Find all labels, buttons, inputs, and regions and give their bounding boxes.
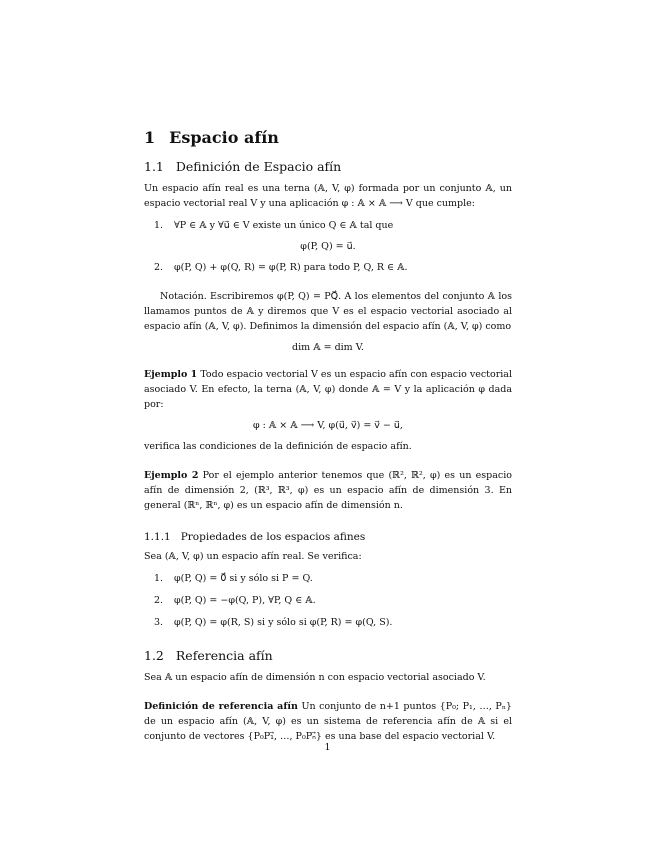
subsubsection-number: 1.1.1 (144, 531, 171, 543)
property-text: φ(P, Q) = φ(R, S) si y sólo si φ(P, R) = φ(Q, S). (174, 617, 393, 628)
page-number: 1 (324, 742, 331, 753)
definition-text: Un conjunto de n+1 puntos {P₀; P₁, …, Pₙ} de un espacio afín (𝔸, V, φ) es un sistema de referencia afín de 𝔸 si el conjunto de vectores {P₀P₁⃗, …, P₀Pₙ⃗} es una base del espacio vectorial V. (144, 701, 512, 742)
property-number: 1. (154, 573, 164, 584)
condition-item (144, 218, 512, 233)
subsection-title: Definición de Espacio afín (175, 159, 342, 174)
condition-item (144, 260, 512, 275)
subsection-title: Referencia afín (175, 648, 273, 663)
property-item (144, 593, 512, 608)
subsubsection-title: Propiedades de los espacios afines (180, 531, 366, 543)
condition-number: 1. (154, 220, 164, 231)
subsubsection-heading (144, 531, 512, 543)
condition-text: ∀P ∈ 𝔸 y ∀u⃗ ∈ V existe un único Q ∈ 𝔸 tal que (174, 220, 394, 231)
example-2-text: Por el ejemplo anterior tenemos que (ℝ², ℝ², φ) es un espacio afín de dimensión 2, (ℝ³, ℝ³, φ) es un espacio afín de dimensión 3. En general (ℝⁿ, ℝⁿ, φ) es un espacio afín de dimensión n. (144, 470, 513, 511)
section-heading (144, 128, 512, 147)
property-item (144, 615, 512, 630)
example-1 (144, 367, 512, 412)
definition-label: Definición de referencia afín (144, 701, 298, 712)
subsection-number: 1.1 (144, 159, 164, 174)
section-title: Espacio afín (169, 128, 279, 147)
example-1-label: Ejemplo 1 (144, 369, 198, 380)
example-2-label: Ejemplo 2 (144, 470, 199, 481)
example-1-formula: φ : 𝔸 × 𝔸 ⟶ V, φ(u⃗, v⃗) = v⃗ − u⃗, (253, 420, 403, 431)
section-number: 1 (144, 128, 156, 147)
property-text: φ(P, Q) = 0⃗ si y sólo si P = Q. (174, 573, 313, 584)
condition-number: 2. (154, 262, 164, 273)
property-number: 2. (154, 595, 164, 606)
reference-intro: Sea 𝔸 un espacio afín de dimensión n con espacio vectorial asociado V. (144, 672, 486, 683)
subsection-heading (144, 648, 512, 663)
property-text: φ(P, Q) = −φ(Q, P), ∀P, Q ∈ 𝔸. (174, 595, 316, 606)
dimension-formula: dim 𝔸 = dim V. (292, 342, 364, 353)
example-1-conclusion: verifica las condiciones de la definición de espacio afín. (144, 441, 412, 452)
example-2 (144, 468, 512, 513)
condition-formula: φ(P, Q) = u⃗. (300, 241, 356, 252)
definition-paragraph (144, 699, 512, 744)
example-1-text: Todo espacio vectorial V es un espacio afín con espacio vectorial asociado V. En efecto, la terna (𝔸, V, φ) donde 𝔸 = V y la aplicación φ dada por: (144, 369, 512, 410)
properties-intro: Sea (𝔸, V, φ) un espacio afín real. Se verifica: (144, 551, 362, 562)
intro-paragraph: Un espacio afín real es una terna (𝔸, V, φ) formada por un conjunto 𝔸, un espacio vectorial real V y una aplicación φ : 𝔸 × 𝔸 ⟶ V que cumple: (144, 183, 512, 209)
subsection-number: 1.2 (144, 648, 164, 663)
page-content (144, 128, 512, 744)
property-number: 3. (154, 617, 164, 628)
notation-paragraph: Notación. Escribiremos φ(P, Q) = PQ⃗. A los elementos del conjunto 𝔸 los llamamos puntos de 𝔸 y diremos que V es el espacio vectorial asociado al espacio afín (𝔸, V, φ). Definimos la dimensión del espacio afín (𝔸, V, φ) como (144, 291, 512, 332)
property-item (144, 571, 512, 586)
subsection-heading (144, 159, 512, 174)
condition-text: φ(P, Q) + φ(Q, R) = φ(P, R) para todo P, Q, R ∈ 𝔸. (174, 262, 408, 273)
